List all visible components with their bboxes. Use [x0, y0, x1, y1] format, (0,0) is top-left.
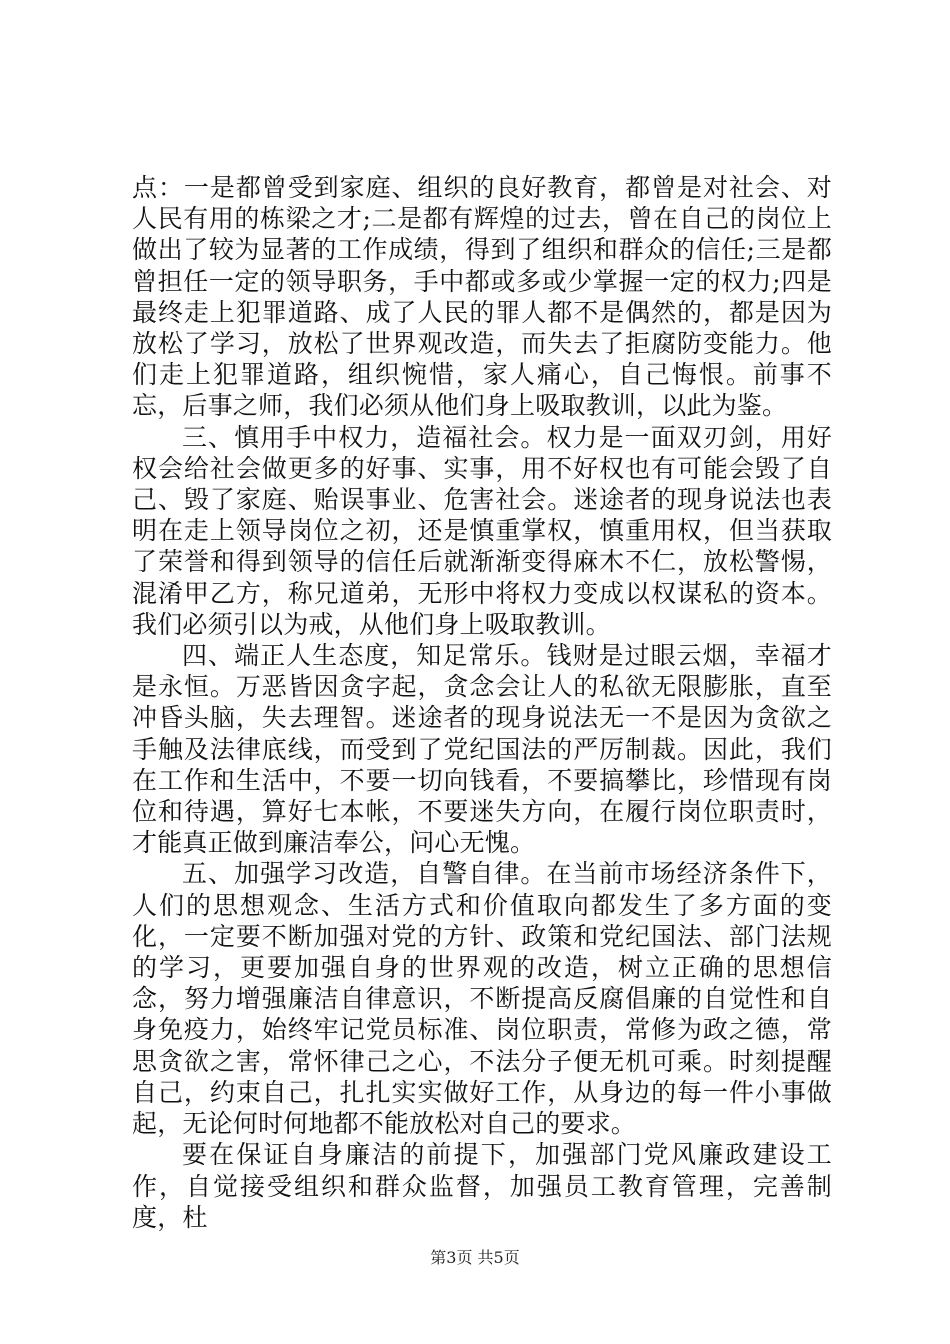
paragraph-section-four: 四、端正人生态度，知足常乐。钱财是过眼云烟，幸福才是永恒。万恶皆因贪字起，贪念会让人的私欲无限膨胀，直至冲昏头脑，失去理智。迷途者的现身说法无一不是因为贪欲之手触及法律底线，而受到了党纪国法的严厉制裁。因此，我们在工作和生活中，不要一切向钱看，不要搞攀比，珍惜现有岗位和待遇，算好七本帐，不要迷失方向，在履行岗位职责时，才能真正做到廉洁奉公，问心无愧。 — [132, 641, 832, 858]
page-number-label: 第3页 共5页 — [430, 1248, 520, 1267]
paragraph-section-three: 三、慎用手中权力，造福社会。权力是一面双刃剑，用好权会给社会做更多的好事、实事，用不好权也有可能会毁了自己、毁了家庭、贻误事业、危害社会。迷途者的现身说法也表明在走上领导岗位之初，还是慎重掌权，慎重用权，但当获取了荣誉和得到领导的信任后就渐渐变得麻木不仁，放松警惕，混淆甲乙方，称兄道弟，无形中将权力变成以权谋私的资本。我们必须引以为戒，从他们身上吸取教训。 — [132, 422, 832, 639]
document-body — [132, 172, 832, 1233]
paragraph-continuation: 点：一是都曾受到家庭、组织的良好教育，都曾是对社会、对人民有用的栋梁之才;二是都有辉煌的过去，曾在自己的岗位上做出了较为显著的工作成绩，得到了组织和群众的信任;三是都曾担任一定的领导职务，手中都或多或少掌握一定的权力;四是最终走上犯罪道路、成了人民的罪人都不是偶然的，都是因为放松了学习，放松了世界观改造，而失去了拒腐防变能力。他们走上犯罪道路，组织惋惜，家人痛心，自己悔恨。前事不忘，后事之师，我们必须从他们身上吸取教训，以此为鉴。 — [132, 173, 832, 421]
paragraph-closing: 要在保证自身廉洁的前提下，加强部门党风廉政建设工作，自觉接受组织和群众监督，加强员工教育管理，完善制度，杜 — [132, 1140, 832, 1232]
page-footer — [0, 1245, 950, 1268]
paragraph-section-five: 五、加强学习改造，自警自律。在当前市场经济条件下，人们的思想观念、生活方式和价值取向都发生了多方面的变化，一定要不断加强对党的方针、政策和党纪国法、部门法规的学习，更要加强自身的世界观的改造，树立正确的思想信念，努力增强廉洁自律意识，不断提高反腐倡廉的自觉性和自身免疫力，始终牢记党员标准、岗位职责，常修为政之德，常思贪欲之害，常怀律己之心，不法分子便无机可乘。时刻提醒自己，约束自己，扎扎实实做好工作，从身边的每一件小事做起，无论何时何地都不能放松对自己的要求。 — [132, 859, 832, 1139]
